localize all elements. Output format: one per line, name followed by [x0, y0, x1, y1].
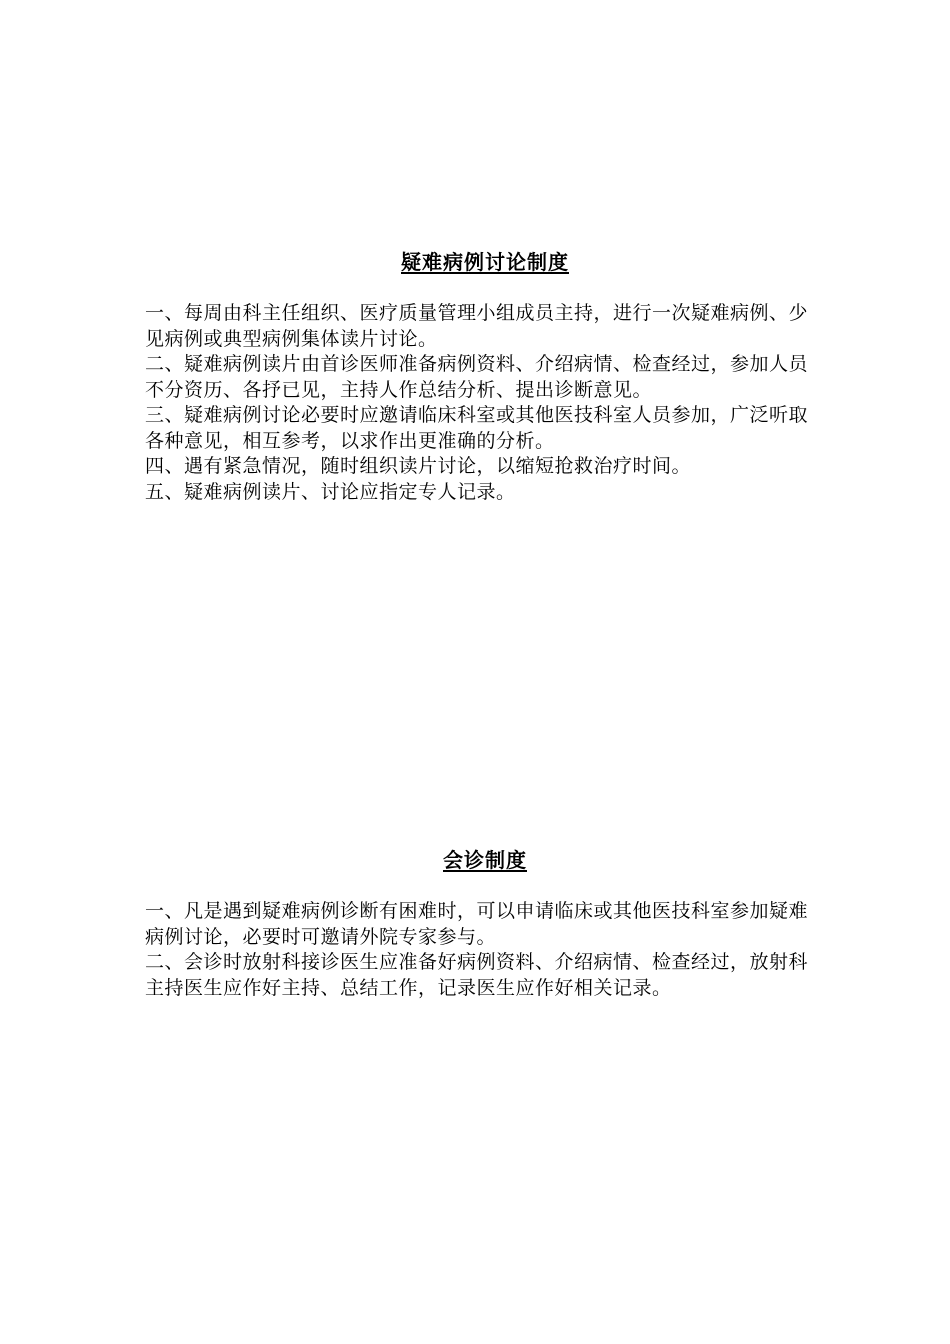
discussion-policy-item-2: 二、疑难病例读片由首诊医师准备病例资料、介绍病情、检查经过，参加人员不分资历、各抒已见，主持人作总结分析、提出诊断意见。	[145, 353, 809, 401]
discussion-policy-title: 疑难病例讨论制度	[401, 250, 569, 274]
discussion-policy-item-5: 五、疑难病例读片、讨论应指定专人记录。	[145, 480, 516, 503]
consultation-policy-item-1: 一、凡是遇到疑难病例诊断有困难时，可以申请临床或其他医技科室参加疑难病例讨论，必要时可邀请外院专家参与。	[145, 900, 809, 948]
consultation-policy-section	[145, 846, 825, 1001]
discussion-policy-item-3: 三、疑难病例讨论必要时应邀请临床科室或其他医技科室人员参加，广泛听取各种意见，相互参考，以求作出更准确的分析。	[145, 404, 809, 452]
consultation-policy-title: 会诊制度	[443, 848, 527, 872]
consultation-policy-item-2: 二、会诊时放射科接诊医生应准备好病例资料、介绍病情、检查经过，放射科主持医生应作好主持、总结工作，记录医生应作好相关记录。	[145, 951, 809, 999]
discussion-policy-item-4: 四、遇有紧急情况，随时组织读片讨论，以缩短抢救治疗时间。	[145, 455, 692, 477]
discussion-policy-section	[145, 248, 825, 505]
discussion-policy-item-1: 一、每周由科主任组织、医疗质量管理小组成员主持，进行一次疑难病例、少见病例或典型病例集体读片讨论。	[145, 302, 809, 350]
